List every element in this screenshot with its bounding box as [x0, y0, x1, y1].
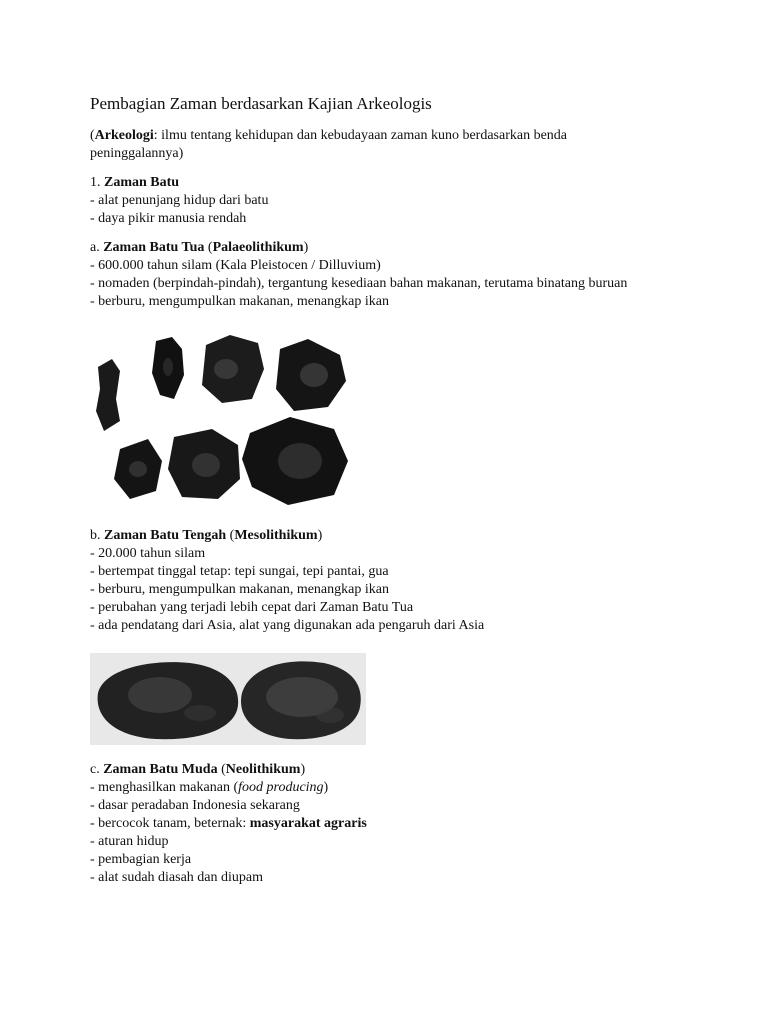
section-a-term: Palaeolithikum [212, 240, 304, 255]
section-a-item: - 600.000 tahun silam (Kala Pleistocen / Dilluvium) [90, 258, 381, 273]
section-c-item: - alat sudah diasah dan diupam [90, 870, 264, 885]
section-c-title: Zaman Batu Muda [103, 762, 218, 777]
intro-term: Arkeologi [94, 128, 154, 143]
section-b-item: - perubahan yang terjadi lebih cepat dari Zaman Batu Tua [90, 600, 414, 615]
section-b-item: - berburu, mengumpulkan makanan, menangkap ikan [90, 582, 389, 597]
section-c-item3-pre: - bercocok tanam, beternak: [90, 816, 250, 831]
section-c-item: - pembagian kerja [90, 852, 192, 867]
document-page [90, 94, 730, 887]
section-b-close: ) [317, 528, 323, 543]
section-c-num: c. [90, 762, 104, 777]
section-a-close: ) [303, 240, 309, 255]
section-c-heading [90, 761, 730, 779]
section-a-heading [90, 239, 730, 257]
section-b-open: ( [226, 528, 235, 543]
mesolithic-stones-image [90, 653, 730, 745]
section-1-num: 1. [90, 175, 104, 190]
palaeolithic-stones-image [90, 329, 730, 511]
section-c-item3-bold: masyarakat agraris [249, 816, 367, 831]
section-a-num: a. [90, 240, 104, 255]
section-b-item: - 20.000 tahun silam [90, 546, 206, 561]
section-1-item: - alat penunjang hidup dari batu [90, 193, 269, 208]
section-a-open: ( [204, 240, 213, 255]
intro-rest: : ilmu tentang kehidupan dan kebudayaan zaman kuno berdasarkan benda [153, 128, 568, 143]
section-c-item [90, 815, 730, 833]
palaeolithic-stones-illustration [90, 329, 350, 511]
section-c-open: ( [217, 762, 226, 777]
section-b-term: Mesolithikum [234, 528, 318, 543]
section-b-title: Zaman Batu Tengah [104, 528, 227, 543]
section-1-title: Zaman Batu [104, 175, 180, 190]
section-c-item: - aturan hidup [90, 834, 169, 849]
section-c-item: - dasar peradaban Indonesia sekarang [90, 798, 300, 813]
section-b-heading [90, 527, 730, 545]
section-a-title: Zaman Batu Tua [103, 240, 205, 255]
section-c-item1-pre: - menghasilkan makanan ( [90, 780, 239, 795]
section-c-term: Neolithikum [225, 762, 301, 777]
section-c-close: ) [300, 762, 306, 777]
section-c-item [90, 779, 730, 797]
section-a-item: - berburu, mengumpulkan makanan, menangkap ikan [90, 294, 389, 309]
section-a-item: - nomaden (berpindah-pindah), tergantung kesediaan bahan makanan, terutama binatang buruan [90, 276, 628, 291]
intro-paragraph [90, 127, 730, 145]
section-c-item1-em: food producing [238, 780, 324, 795]
section-1-heading [90, 174, 730, 192]
intro-line2: peninggalannya) [90, 146, 184, 161]
document-title: Pembagian Zaman berdasarkan Kajian Arkeologis [90, 94, 432, 113]
section-c-item1-post: ) [323, 780, 329, 795]
section-b-item: - ada pendatang dari Asia, alat yang digunakan ada pengaruh dari Asia [90, 618, 485, 633]
section-b-item: - bertempat tinggal tetap: tepi sungai, tepi pantai, gua [90, 564, 389, 579]
mesolithic-stones-illustration [90, 653, 366, 745]
section-1-item: - daya pikir manusia rendah [90, 211, 247, 226]
intro-open: ( [90, 128, 95, 143]
section-b-num: b. [90, 528, 104, 543]
